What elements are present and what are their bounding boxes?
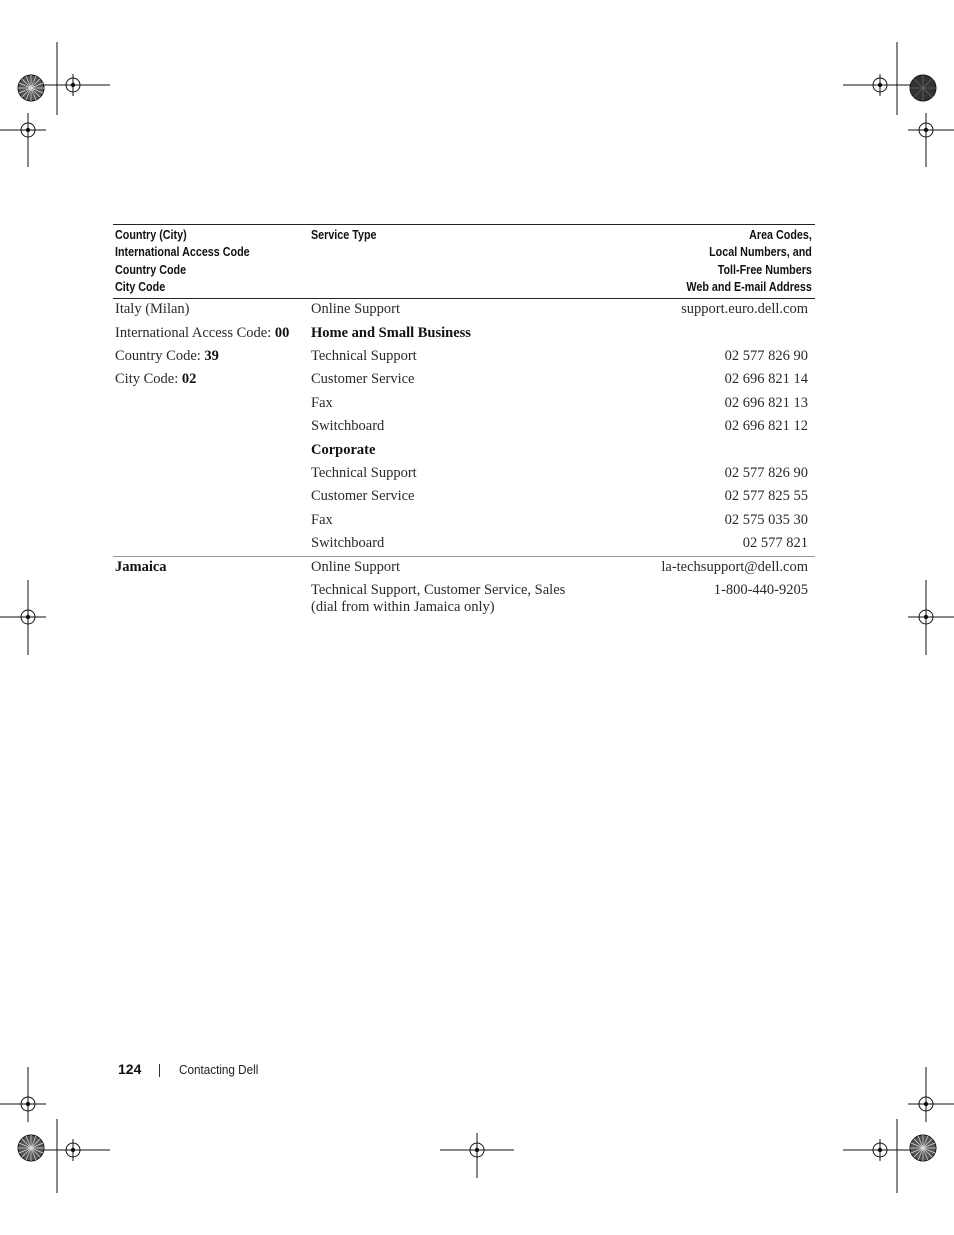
jamaica-service-dial-note: (dial from within Jamaica only) [311, 599, 495, 615]
footer-chapter-title: Contacting Dell [179, 1062, 259, 1077]
italy-number-technical-support: 02 577 826 90 [724, 348, 808, 364]
italy-international-access-code: International Access Code: 00 [115, 325, 290, 341]
page-number: 124 [118, 1061, 142, 1077]
table-row-divider [113, 556, 815, 557]
italy-number-fax: 02 696 821 13 [724, 395, 808, 411]
italy-subheading-home-small-business: Home and Small Business [311, 325, 471, 341]
header-number-column: Area Codes, Local Numbers, and Toll-Free Numbers Web and E-mail Address [686, 228, 812, 294]
footer-separator [159, 1064, 160, 1077]
italy-number-customer-service: 02 696 821 14 [724, 371, 808, 387]
italy-service-switchboard: Switchboard [311, 418, 385, 434]
italy-service-fax: Fax [311, 395, 333, 411]
country-italy: Italy (Milan) [115, 301, 190, 317]
italy-online-support-url[interactable]: support.euro.dell.com [681, 301, 808, 317]
header-service-column: Service Type [311, 228, 377, 242]
table-top-rule [113, 224, 815, 225]
jamaica-service-tech-support-sales: Technical Support, Customer Service, Sales [311, 582, 566, 598]
jamaica-toll-free-number: 1-800-440-9205 [713, 582, 808, 598]
italy-subheading-corporate: Corporate [311, 442, 376, 458]
italy-corporate-service-fax: Fax [311, 512, 333, 528]
italy-corporate-number-switchboard: 02 577 821 [742, 535, 808, 551]
country-jamaica: Jamaica [115, 559, 167, 575]
italy-corporate-service-technical-support: Technical Support [311, 465, 417, 481]
italy-corporate-number-fax: 02 575 035 30 [724, 512, 808, 528]
italy-corporate-service-switchboard: Switchboard [311, 535, 385, 551]
italy-corporate-service-customer-service: Customer Service [311, 488, 415, 504]
italy-number-switchboard: 02 696 821 12 [724, 418, 808, 434]
table-header-rule [113, 298, 815, 299]
italy-service-online-support: Online Support [311, 301, 401, 317]
italy-city-code: City Code: 02 [115, 371, 197, 387]
jamaica-online-support-email[interactable]: la-techsupport@dell.com [661, 559, 808, 575]
italy-corporate-number-technical-support: 02 577 826 90 [724, 465, 808, 481]
header-country-column: Country (City) International Access Code Country Code City Code [115, 228, 250, 294]
italy-country-code: Country Code: 39 [115, 348, 219, 364]
italy-corporate-number-customer-service: 02 577 825 55 [724, 488, 808, 504]
jamaica-service-online-support: Online Support [311, 559, 401, 575]
italy-service-technical-support: Technical Support [311, 348, 417, 364]
italy-service-customer-service: Customer Service [311, 371, 415, 387]
